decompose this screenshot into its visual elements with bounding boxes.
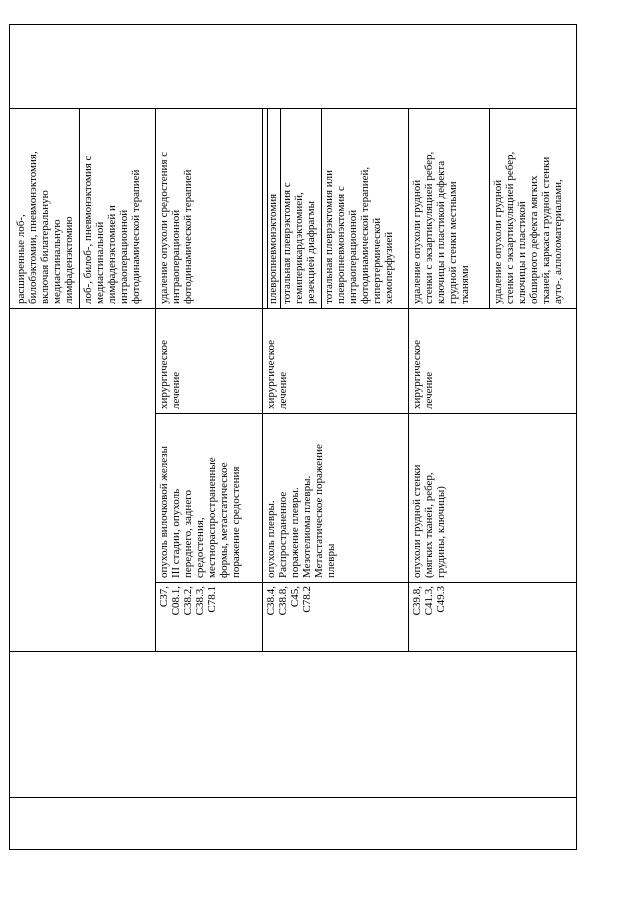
- treatment-text: хирургическое лечение: [158, 339, 182, 409]
- row-3-method-1-cell: [267, 108, 280, 308]
- icd-codes: C37, C08.1, C38.2, C38.3, C78.1: [158, 586, 218, 616]
- row-3-treatment-cell: [263, 308, 408, 413]
- method-text: удаление опухоли грудной стенки с экзартикуляцией ребер, ключицы и пластикой обширного дефекта мягких тканей, каркаса грудной стенки ауто-, аллоломатериалами,: [492, 151, 564, 304]
- diagnosis-text: опухоль плевры. Распространенное поражение плевры. Мезотелиома плевры. Метастатическое поражение плевры: [265, 444, 337, 578]
- table-left-border: [9, 24, 10, 850]
- method-text: удаление опухоли средостения с интраоперационной фотодинамической терапией: [158, 151, 194, 304]
- method-text: расширенные лоб-, билобэктомии, пневмонэктомия, включая билатеральную медиастинальную лимфаденэктомию: [15, 151, 75, 304]
- method-text: тотальная плеврэктомия с гемиперикардэктомией, резекцией диафрагмы: [281, 182, 317, 304]
- method-text: лоб-, билоб-, пневмонэктомия с медиастинальной лимфаденэктомией и интраоперационной фотодинамической терапией: [82, 155, 142, 304]
- icd-codes: C38.4, C38.8, C45, C78.2: [265, 586, 313, 616]
- row-4-treatment-cell: [409, 308, 576, 413]
- method-text: удаление опухоли грудной стенки с экзартикуляцией ребер, ключицы и пластикой дефекта грудной стенки местными тканями: [411, 151, 471, 304]
- diagnosis-text: опухоль вилочковой железы III стадии, опухоль переднего, заднего средостения, местнораспространенные формы, метастатическое поражение средостения: [158, 445, 242, 578]
- diagnosis-text: опухоли грудной стенки (мягких тканей, ребер, грудины, ключицы): [411, 464, 447, 578]
- row-4-codes-cell: [409, 582, 576, 651]
- table-top-border: [9, 24, 577, 25]
- row-3-method-2-cell: [280, 108, 321, 308]
- row-2-method-cell: [156, 108, 262, 308]
- row-2-diagnosis-cell: [156, 413, 262, 582]
- column-separator: [9, 651, 577, 652]
- row-2-codes-cell: [156, 582, 262, 651]
- row-1-method-2-cell: [80, 108, 155, 308]
- treatment-text: хирургическое лечение: [411, 339, 435, 409]
- icd-codes: C39.8, C41.3, C49.3: [411, 586, 447, 616]
- table-bottom-border: [9, 849, 577, 850]
- method-text: плевропневмонэктомия: [267, 193, 279, 304]
- row-4-method-2-cell: [490, 108, 576, 308]
- column-separator: [9, 797, 577, 798]
- row-3-method-3-cell: [321, 108, 408, 308]
- row-4-method-1-cell: [409, 108, 489, 308]
- table-right-border: [576, 24, 577, 850]
- method-text: тотальная плеврэктомия или плевропневмонэктомия с интраоперационной фотодинамической терапией, гипертермической хемоперфузией: [323, 166, 395, 304]
- row-3-diagnosis-cell: [263, 413, 408, 582]
- row-3-codes-cell: [263, 582, 408, 651]
- row-4-diagnosis-cell: [409, 413, 576, 582]
- row-2-treatment-cell: [156, 308, 262, 413]
- row-1-method-1-cell: [13, 108, 79, 308]
- treatment-text: хирургическое лечение: [265, 339, 289, 409]
